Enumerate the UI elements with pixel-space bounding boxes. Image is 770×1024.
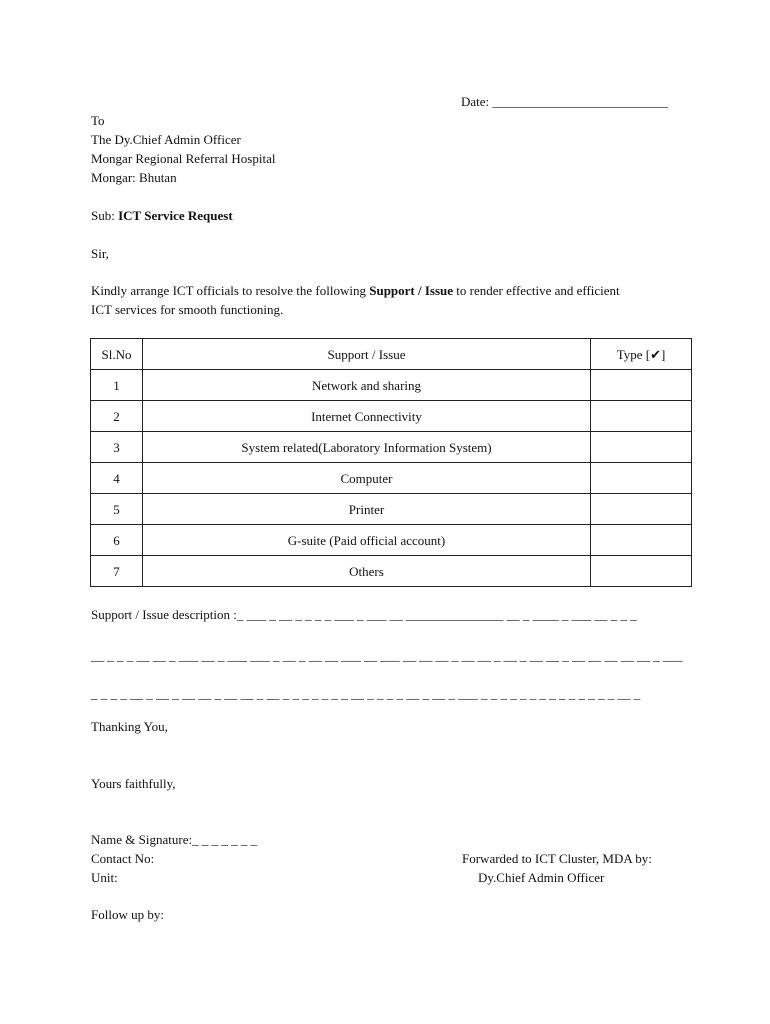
table-row	[91, 370, 692, 401]
row-type-checkbox[interactable]	[591, 494, 692, 525]
header-slno: Sl.No	[91, 339, 143, 370]
table-row	[91, 432, 692, 463]
row-issue: Network and sharing	[143, 370, 591, 401]
date-field	[461, 92, 668, 111]
header-type: Type [✔]	[591, 339, 692, 370]
header-issue: Support / Issue	[143, 339, 591, 370]
description-blank-1[interactable]: _ ___ _ __ _ _ _ _ ___ _ ___ __ _______________ __ _ ____ _ ___ __ _ _ _	[236, 607, 637, 622]
row-issue: System related(Laboratory Information System)	[143, 432, 591, 463]
date-blank[interactable]: ___________________________	[492, 94, 668, 109]
body-text-a: Kindly arrange ICT officials to resolve the following	[91, 283, 370, 298]
description-label: Support / Issue description :	[91, 607, 237, 622]
issue-table	[90, 338, 692, 587]
row-number: 7	[91, 556, 143, 587]
row-number: 5	[91, 494, 143, 525]
row-number: 3	[91, 432, 143, 463]
description-blank-3[interactable]: _ _ _ _ __ _ __ _ __ __ _ __ __ _ __ _ _ _ _ _ _ _ __ _ _ _ _ __ _ __ _ ___ _ _ _ _ _ _ _ _ _ _ _ _ _ _ __ _	[91, 686, 641, 701]
table-row	[91, 401, 692, 432]
row-issue: Computer	[143, 463, 591, 494]
body-line-2: ICT services for smooth functioning.	[91, 302, 284, 317]
name-signature-field[interactable]: Name & Signature:_ _ _ _ _ _ _	[91, 832, 258, 847]
address-place: Mongar: Bhutan	[91, 170, 177, 185]
description-blank-2[interactable]: __ _ _ _ __ __ _ ___ __ _ ___ ___ _ __ _ __ __ ___ __ ___ __ __ __ _ __ __ _ __ _ __ __ _ __ __ __ __ __ _ ___	[91, 648, 683, 663]
body-text-c: to render effective and efficient	[453, 283, 620, 298]
row-number: 1	[91, 370, 143, 401]
row-type-checkbox[interactable]	[591, 463, 692, 494]
forward-line-2: Dy.Chief Admin Officer	[478, 870, 605, 885]
body-paragraph	[91, 281, 620, 319]
row-number: 2	[91, 401, 143, 432]
subject-text: ICT Service Request	[118, 208, 233, 223]
table-row	[91, 525, 692, 556]
row-issue: Internet Connectivity	[143, 401, 591, 432]
subject-prefix: Sub:	[91, 208, 115, 223]
recipient-address	[91, 111, 275, 187]
contact-field[interactable]: Contact No:	[91, 851, 155, 866]
address-org: Mongar Regional Referral Hospital	[91, 151, 276, 166]
table-row	[91, 494, 692, 525]
table-row	[91, 556, 692, 587]
row-issue: Others	[143, 556, 591, 587]
body-line-1	[91, 281, 620, 300]
row-type-checkbox[interactable]	[591, 525, 692, 556]
unit-field[interactable]: Unit:	[91, 870, 118, 885]
table-row	[91, 463, 692, 494]
closing-yours: Yours faithfully,	[91, 776, 176, 791]
row-type-checkbox[interactable]	[591, 556, 692, 587]
row-type-checkbox[interactable]	[591, 370, 692, 401]
subject-line	[91, 206, 233, 225]
follow-up-field[interactable]: Follow up by:	[91, 907, 164, 922]
date-label: Date:	[461, 94, 490, 109]
address-title: The Dy.Chief Admin Officer	[91, 132, 241, 147]
salutation: Sir,	[91, 246, 109, 261]
table-header-row	[91, 339, 692, 370]
row-type-checkbox[interactable]	[591, 401, 692, 432]
forward-block	[462, 849, 652, 887]
row-issue: Printer	[143, 494, 591, 525]
description-field	[91, 605, 637, 624]
sender-block	[91, 830, 257, 887]
row-issue: G-suite (Paid official account)	[143, 525, 591, 556]
row-number: 6	[91, 525, 143, 556]
forward-line-1: Forwarded to ICT Cluster, MDA by:	[462, 851, 652, 866]
address-to: To	[91, 113, 105, 128]
row-type-checkbox[interactable]	[591, 432, 692, 463]
closing-thanks: Thanking You,	[91, 719, 168, 734]
body-text-bold: Support / Issue	[369, 283, 454, 298]
row-number: 4	[91, 463, 143, 494]
